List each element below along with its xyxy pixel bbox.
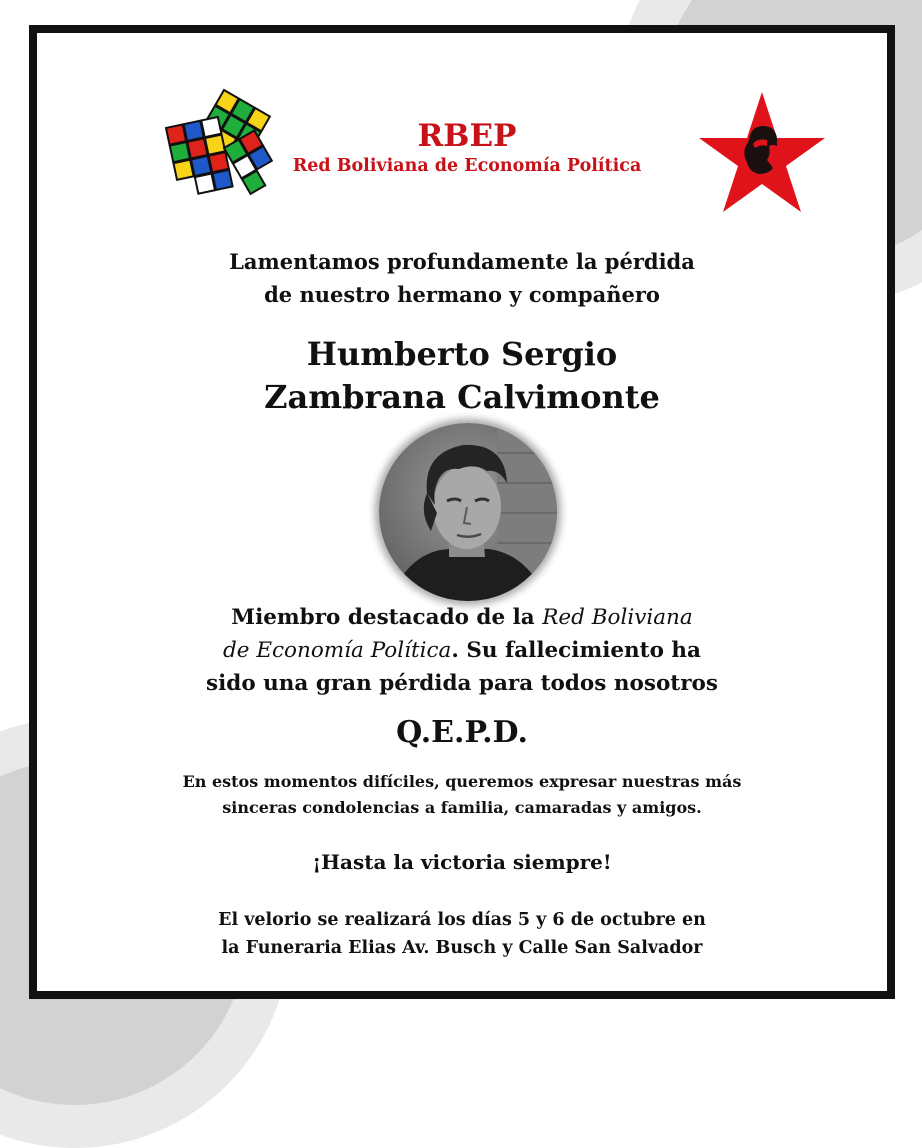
member-text <box>37 601 887 700</box>
qepd-heading: Q.E.P.D. <box>396 715 528 750</box>
condolences-line-1: En estos momentos difíciles, queremos expresar nuestras más <box>182 772 742 791</box>
brand-block <box>257 118 677 178</box>
brand-acronym: RBEP <box>417 118 517 154</box>
member-line-1 <box>37 601 887 634</box>
deceased-name-line-2: Zambrana Calvimonte <box>264 378 660 416</box>
wake-line-2: la Funeraria Elias Av. Busch y Calle San Salvador <box>221 938 703 958</box>
lead-line-2: de nuestro hermano y compañero <box>264 282 660 307</box>
portrait-photo <box>379 423 557 601</box>
wake-line-1: El velorio se realizará los días 5 y 6 de octubre en <box>218 910 706 930</box>
organization-name: Red Boliviana de Economía Política <box>292 156 642 176</box>
slogan-text: ¡Hasta la victoria siempre! <box>312 850 612 874</box>
member-line-2-plain: . Su fallecimiento ha <box>451 638 701 663</box>
member-line-1-plain: Miembro destacado de la <box>231 605 543 630</box>
deceased-name <box>37 333 887 419</box>
obituary-card <box>29 25 895 999</box>
deceased-name-line-1: Humberto Sergio <box>306 335 618 373</box>
member-line-2 <box>37 634 887 667</box>
member-line-1-italic: Red Boliviana <box>542 605 693 630</box>
lead-line-1: Lamentamos profundamente la pérdida <box>229 249 695 274</box>
wake-details <box>37 906 887 962</box>
member-line-2-italic: de Economía Política <box>223 638 452 663</box>
member-line-3: sido una gran pérdida para todos nosotros <box>206 671 718 696</box>
red-star-portrait-icon <box>697 88 827 218</box>
condolences-text <box>37 769 887 821</box>
condolences-line-2: sinceras condolencias a familia, camaradas y amigos. <box>222 798 702 817</box>
lead-text <box>37 245 887 311</box>
